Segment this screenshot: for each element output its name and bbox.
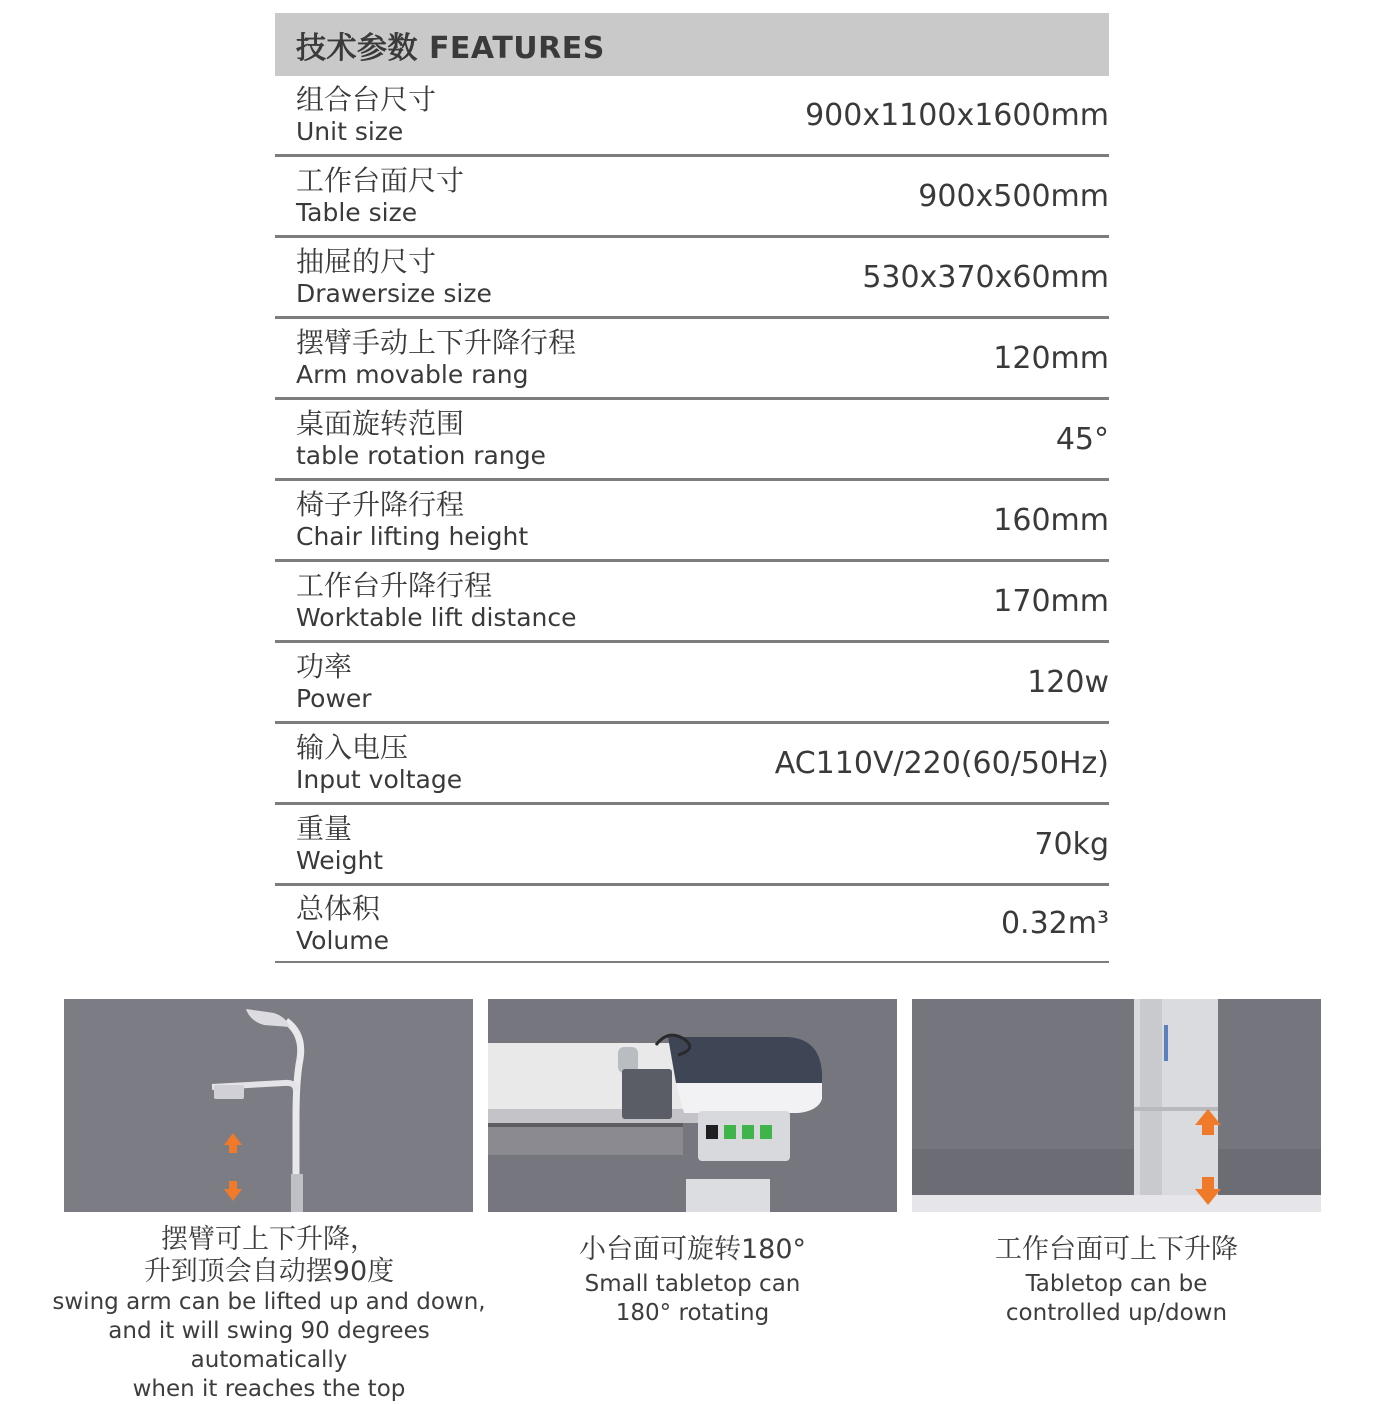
control-button-green (742, 1125, 754, 1139)
small-tabletop-edge (676, 1083, 822, 1113)
spec-label-zh: 工作台升降行程 (296, 569, 493, 602)
spec-label-en: Chair lifting height (296, 522, 529, 551)
spec-label-zh: 功率 (296, 650, 353, 683)
pole-base (291, 1174, 303, 1212)
spec-label-zh: 工作台面尺寸 (296, 164, 465, 197)
spec-label-zh: 抽屉的尺寸 (296, 245, 437, 278)
caption-en-line: 180° rotating (615, 1300, 770, 1326)
up-arrow-icon (224, 1133, 242, 1153)
spec-value: 0.32m³ (1000, 906, 1109, 941)
base-plate (912, 1195, 1321, 1212)
spec-value: 120w (1027, 664, 1109, 700)
control-housing (622, 1069, 672, 1119)
spec-row-power (275, 643, 1109, 724)
drawer (488, 1123, 683, 1155)
lamp-head (246, 1009, 290, 1027)
spec-row-arm-range (275, 319, 1109, 400)
spec-label-en: Input voltage (296, 765, 463, 794)
caption-en-line: swing arm can be lifted up and down, (52, 1289, 486, 1315)
spec-value: 160mm (993, 502, 1109, 538)
spec-label-en: Table size (296, 198, 418, 227)
control-button-green (724, 1125, 736, 1139)
spec-value: 45° (1055, 421, 1109, 457)
spec-row-drawer-size (275, 238, 1109, 319)
down-arrow-icon (224, 1181, 242, 1201)
spec-row-chair-lift (275, 481, 1109, 562)
spec-row-volume (275, 886, 1109, 963)
caption-en-line: Small tabletop can (584, 1271, 801, 1297)
spec-row-worktable-lift (275, 562, 1109, 643)
spec-label-zh: 组合台尺寸 (296, 83, 437, 116)
spec-label-en: Drawersize size (296, 279, 492, 308)
caption-swing-arm (34, 1224, 504, 1404)
swing-arm-illustration (64, 999, 473, 1212)
logo-mark (1164, 1025, 1168, 1061)
control-button-green (760, 1125, 772, 1139)
feature-image-tabletop-lift (912, 999, 1321, 1212)
lift-column-joint (1134, 1107, 1218, 1111)
spec-value: 900x500mm (918, 178, 1109, 214)
spec-row-table-size (275, 157, 1109, 238)
spec-value: 120mm (993, 340, 1109, 376)
spec-table-header (275, 13, 1109, 76)
spec-label-en: table rotation range (296, 441, 546, 470)
spec-label-zh: 输入电压 (296, 731, 409, 764)
spec-value: 70kg (1034, 826, 1109, 862)
drawer-shadow (488, 1123, 683, 1127)
spec-label-en: Worktable lift distance (296, 603, 577, 632)
spec-label-en: Power (296, 684, 372, 713)
feature-image-rotating-tabletop (488, 999, 897, 1212)
caption-rotating-tabletop (488, 1224, 897, 1328)
lift-column-shade (1140, 999, 1162, 1207)
spec-table (275, 13, 1109, 963)
spec-label-zh: 椅子升降行程 (296, 488, 465, 521)
spec-value: 530x370x60mm (862, 259, 1109, 295)
spec-label-en: Arm movable rang (296, 360, 529, 389)
spec-row-weight (275, 805, 1109, 886)
spec-table-title: 技术参数 FEATURES (296, 30, 605, 66)
arm-holder (214, 1085, 244, 1099)
spec-row-input-voltage (275, 724, 1109, 805)
base-column (686, 1179, 770, 1212)
spec-value: 170mm (993, 583, 1109, 619)
spec-label-en: Volume (296, 925, 389, 955)
control-button-black (706, 1125, 718, 1139)
caption-en-line: controlled up/down (1005, 1300, 1228, 1326)
spec-label-zh: 桌面旋转范围 (296, 407, 465, 440)
caption-zh-line: 摆臂可上下升降， (161, 1224, 377, 1255)
spec-value: AC110V/220(60/50Hz) (774, 745, 1109, 781)
tabletop-lift-illustration (912, 999, 1321, 1212)
spec-label-en: Unit size (296, 117, 404, 146)
spec-label-zh: 重量 (296, 812, 353, 845)
spec-value: 900x1100x1600mm (805, 97, 1109, 133)
tabletop-illustration (488, 999, 897, 1212)
caption-en-line: and it will swing 90 degrees automatically (108, 1318, 430, 1373)
caption-zh-line: 升到顶会自动摆90度 (143, 1256, 395, 1287)
spec-label-zh: 总体积 (296, 891, 381, 925)
spec-row-unit-size (275, 76, 1109, 157)
small-tabletop (668, 1037, 822, 1083)
spec-rows (275, 76, 1109, 963)
spec-row-rotation-range (275, 400, 1109, 481)
caption-tabletop-lift (912, 1224, 1321, 1328)
spec-label-en: Weight (296, 846, 384, 875)
caption-zh-line: 小台面可旋转180° (578, 1234, 807, 1265)
caption-en-line: Tabletop can be (1025, 1271, 1208, 1297)
spec-label-zh: 摆臂手动上下升降行程 (296, 326, 577, 359)
caption-en-line: when it reaches the top (132, 1376, 406, 1402)
caption-zh-line: 工作台面可上下升降 (995, 1234, 1238, 1265)
feature-image-swing-arm (64, 999, 473, 1212)
